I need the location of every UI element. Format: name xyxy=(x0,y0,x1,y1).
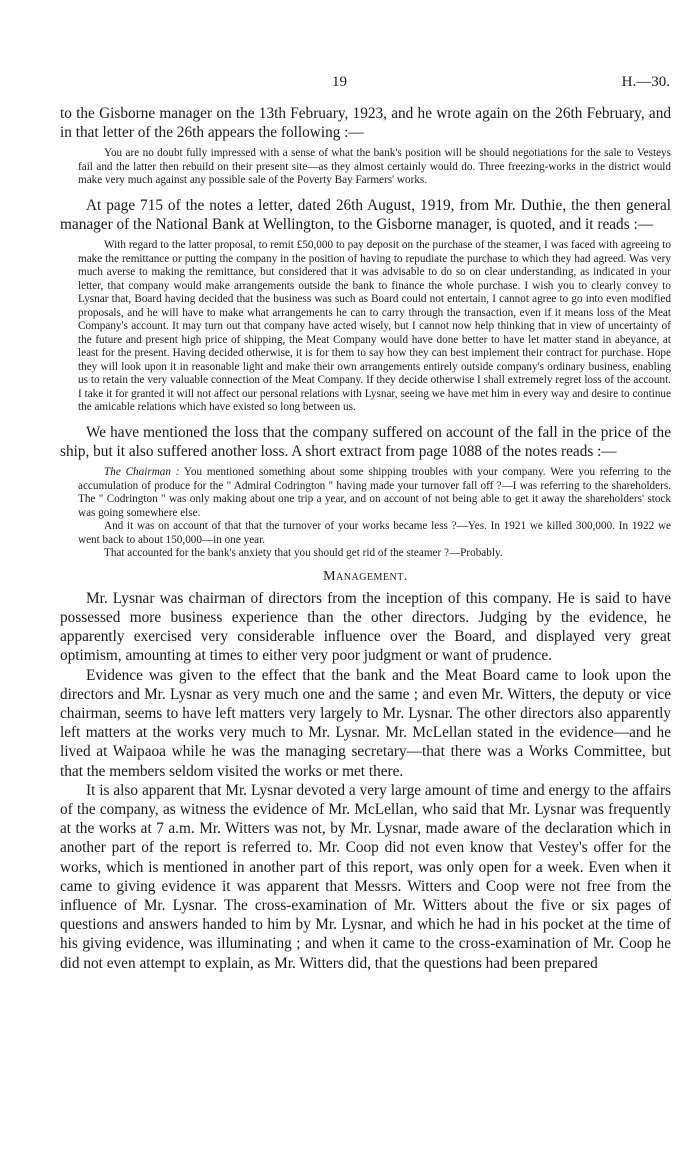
paragraph-management-1: Mr. Lysnar was chairman of directors from the inception of this company. He is said to have possessed more business experience than the other directors. Judging by the evidence, he apparently exercised very considerable influence over the Board, and displayed very great optimism, amounting at times to either very poor judgment or want of prudence. xyxy=(60,589,671,665)
block-quote-transcript xyxy=(60,466,671,561)
paragraph-continuation: to the Gisborne manager on the 13th February, 1923, and he wrote again on the 26th February, and in that letter of the 26th appears the following :— xyxy=(60,105,671,142)
paragraph-management-3: It is also apparent that Mr. Lysnar devoted a very large amount of time and energy to the affairs of the company, as witness the evidence of Mr. McLellan, who said that Mr. Lysnar was frequently at the works at 7 a.m. Mr. Witters was not, by Mr. Lysnar, made aware of the declaration which in another part of the report is referred to. Mr. Coop did not even know that Vestey's offer for the works, which is mentioned in another part of this report, was only open for a week. Even when it came to giving evidence it was apparent that Messrs. Witters and Coop were not free from the influence of Mr. Lysnar. The cross-examination of Mr. Witters about the five or six pages of questions and answers handed to him by Mr. Lysnar, and which he had in his pocket at the time of his giving evidence, was illuminating ; and when it came to the cross-examination of Mr. Coop he did not even attempt to explain, as Mr. Witters did, that the questions had been prepared xyxy=(60,781,671,972)
page-header xyxy=(0,74,700,94)
paragraph-ship-loss: We have mentioned the loss that the company suffered on account of the fall in the price of the ship, but it also suffered another loss. A short extract from page 1088 of the notes reads :— xyxy=(60,423,671,461)
transcript-text: You mentioned something about some shipping troubles with your company. Were you referring to the accumulation of produce for the " Admiral Codrington " having made your turnover fall off ?—I was referring to the shareholders. The " Codrington " was only making about one trip a year, and on account of not being able to get it away the shareholders' stock was going somewhere else. xyxy=(78,466,672,519)
page-number: 19 xyxy=(332,74,347,90)
block-quote-bank-letter xyxy=(60,147,671,188)
block-quote-duthie-letter xyxy=(60,239,671,415)
section-heading: Management. xyxy=(323,568,408,584)
page-body xyxy=(60,104,671,973)
transcript-question-1 xyxy=(78,466,671,520)
paragraph-management-2: Evidence was given to the effect that the bank and the Meat Board came to look upon the directors and Mr. Lysnar as very much one and the same ; and even Mr. Witters, the deputy or vice chairman, seems to have left matters very largely to Mr. Lysnar. The other directors also apparently left matters at the works very much to Mr. Lysnar. Mr. McLellan stated in the evidence—and he lived at Waipaoa while he was the managing secretary—that there was a Works Committee, but that the members seldom visited the works or met there. xyxy=(60,666,671,780)
speaker-label: The Chairman : xyxy=(104,466,180,479)
transcript-question-3: That accounted for the bank's anxiety that you should get rid of the steamer ?—Probably. xyxy=(104,547,503,560)
quote-text: You are no doubt fully impressed with a sense of what the bank's position will be should negotiations for the sale to Vesteys fail and the latter then rebuild on their present site—as they almost certainly would do. Three freezing-works in the district would make very much against any possible sale of the Poverty Bay Farmers' works. xyxy=(78,147,671,187)
transcript-question-2: And it was on account of that that the turnover of your works became less ?—Yes. In 1921 we killed 300,000. In 1922 we went back to about 150,000—in one year. xyxy=(78,520,671,546)
quote-text: With regard to the latter proposal, to remit £50,000 to pay deposit on the purchase of the steamer, I was faced with agreeing to make the remittance or putting the company in the position of having to repudiate the purchase to which they had agreed. Was very much averse to making the remittance, but considered that it was advisable to do so on clear understanding, as indicated in your letter, that company would make arrangements outside the bank to finance the whole purchase. I wish you to clearly convey to Lysnar that, Board having decided that the business was such as Board could not entertain, I cannot agree to go into even modified proposals, and he will have to make what arrangements he can to carry through the transaction, even if it means loss of the Meat Company's account. It may turn out that company have acted wisely, but I cannot now help thinking that in view of uncertainty of the future and present high price of shipping, the Meat Company would have done better to have let matter stand in abeyance, at least for the present. Having decided otherwise, it is for them to say how they can best implement their contract for purchase. Hope they will look upon it in reasonable light and make their own arrangements entirely outside company's ordinary business, enabling us to retain the very valuable connection of the Meat Company. If they decide otherwise I shall extremely regret loss of the account. I take it for granted it will not affect our personal relations with Lysnar, seeing we have met him in every way and desire to continue the amicable relations which have existed so long between us. xyxy=(78,239,671,414)
document-reference: H.—30. xyxy=(621,74,670,90)
paragraph-duthie-letter: At page 715 of the notes a letter, dated 26th August, 1919, from Mr. Duthie, the then general manager of the National Bank at Wellington, to the Gisborne manager, is quoted, and it reads :— xyxy=(60,196,671,234)
